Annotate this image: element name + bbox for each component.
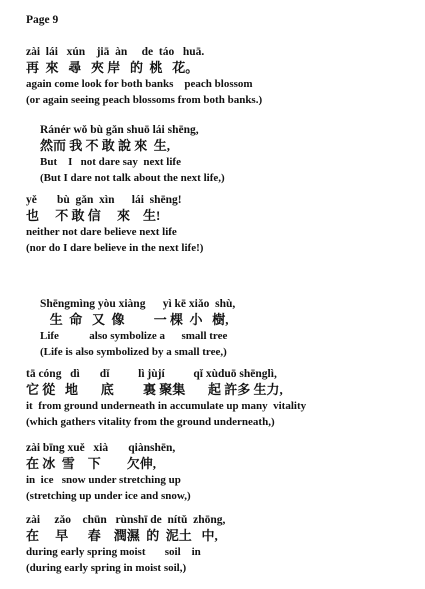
english-line: in ice snow under stretching up bbox=[26, 474, 181, 486]
pinyin-line: zài bīng xuě xià qiànshēn, bbox=[26, 442, 176, 454]
pinyin-line: zài zǎo chūn rùnshī de nítǔ zhōng, bbox=[26, 514, 226, 526]
gloss-line: (which gathers vitality from the ground underneath,) bbox=[26, 416, 275, 428]
hanzi-line: 它 從 地 底 裏 聚集 起 許多 生力, bbox=[26, 382, 283, 397]
gloss-line: (stretching up under ice and snow,) bbox=[26, 490, 191, 502]
hanzi-line: 也 不 敢 信 來 生! bbox=[26, 208, 161, 223]
stanza-5 bbox=[26, 366, 306, 430]
stanza-1 bbox=[26, 44, 262, 108]
hanzi-line: 生 命 又 像 一 棵 小 樹, bbox=[40, 312, 229, 327]
stanza-6 bbox=[26, 440, 191, 504]
gloss-line: (But I dare not talk about the next life,) bbox=[40, 172, 225, 184]
english-line: it from ground underneath in accumulate up many vitality bbox=[26, 400, 307, 412]
english-line: Life also symbolize a small tree bbox=[40, 330, 228, 342]
hanzi-line: 在 早 春 潤濕 的 泥土 中, bbox=[26, 528, 218, 543]
gloss-line: (or again seeing peach blossoms from both banks.) bbox=[26, 94, 263, 106]
english-line: again come look for both banks peach blossom bbox=[26, 78, 253, 90]
pinyin-line: zài lái xún jiā àn de táo huā. bbox=[26, 46, 205, 58]
gloss-line: (during early spring in moist soil,) bbox=[26, 562, 187, 574]
hanzi-line: 再 來 尋 夾 岸 的 桃 花。 bbox=[26, 60, 199, 75]
hanzi-line: 在 冰 雪 下 欠伸, bbox=[26, 456, 157, 471]
gloss-line: (Life is also symbolized by a small tree,) bbox=[40, 346, 227, 358]
english-line: neither not dare believe next life bbox=[26, 226, 177, 238]
english-line: during early spring moist soil in bbox=[26, 546, 201, 558]
stanza-3 bbox=[26, 192, 203, 256]
pinyin-line: yě bù gǎn xìn lái shēng! bbox=[26, 194, 182, 206]
english-line: But I not dare say next life bbox=[40, 156, 181, 168]
stanza-2 bbox=[40, 122, 225, 186]
page-label: Page 9 bbox=[26, 14, 59, 26]
gloss-line: (nor do I dare believe in the next life!) bbox=[26, 242, 204, 254]
pinyin-line: tā cóng dì dǐ lì jùjí qǐ xùduō shēnglì, bbox=[26, 368, 277, 380]
hanzi-line: 然而 我 不 敢 說 來 生, bbox=[40, 138, 171, 153]
stanza-7 bbox=[26, 512, 225, 576]
stanza-4 bbox=[40, 296, 235, 360]
pinyin-line: Shēngmìng yòu xiàng yì kē xiǎo shù, bbox=[40, 298, 236, 310]
pinyin-line: Ránér wǒ bù gǎn shuō lái shēng, bbox=[40, 124, 199, 136]
